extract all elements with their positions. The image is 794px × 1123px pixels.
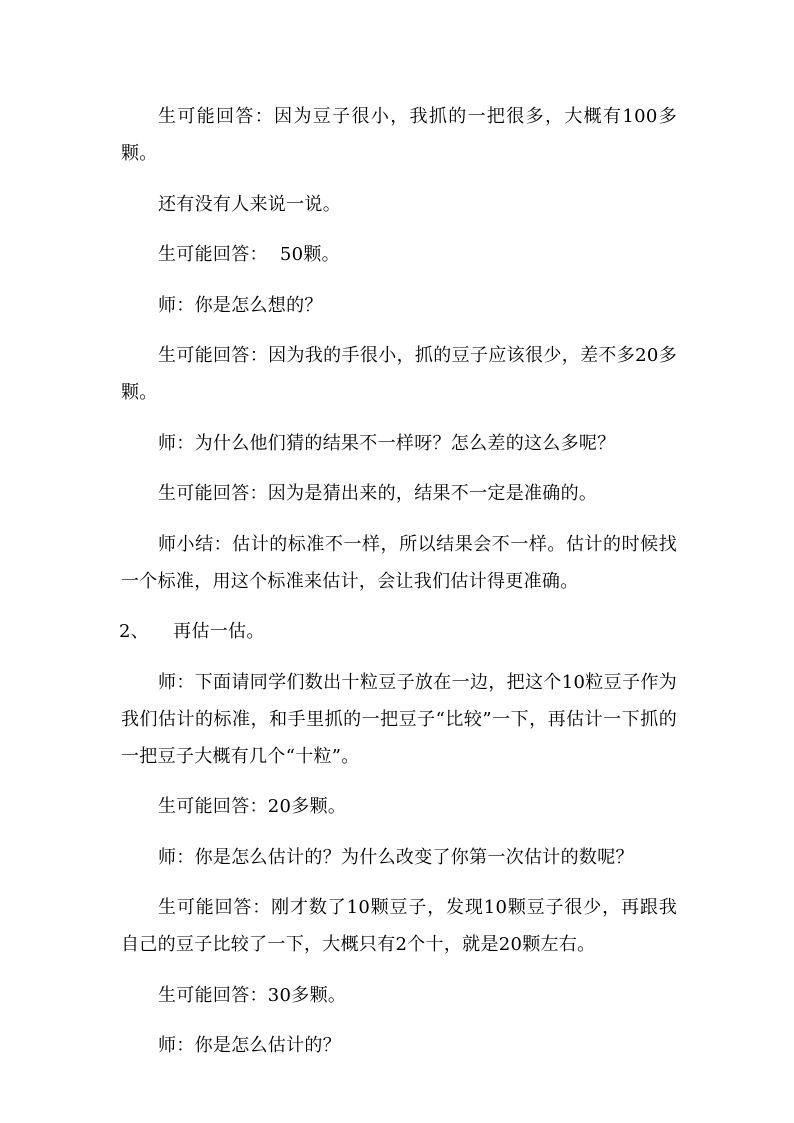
paragraph-answer-50: 生可能回答： 50颗。 — [158, 244, 340, 265]
paragraph-answer-20: 生可能回答：因为我的手很小，抓的豆子应该很少，差不多20多颗。 — [121, 345, 677, 403]
paragraph-teacher-why-different: 师：为什么他们猜的结果不一样呀？怎么差的这么多呢？ — [158, 432, 616, 454]
document-body — [121, 98, 677, 1078]
paragraph-teacher-how-estimate: 师：你是怎么估计的？为什么改变了你第一次估计的数呢？ — [158, 846, 634, 868]
paragraph-answer-100: 生可能回答：因为豆子很小，我抓的一把很多，大概有100多颗。 — [121, 106, 677, 164]
section-heading-estimate-again: 2、 再估一估。 — [119, 621, 265, 642]
paragraph-teacher-question: 师：你是怎么想的？ — [158, 294, 323, 316]
paragraph-answer-20-more: 生可能回答：20多颗。 — [158, 796, 347, 817]
paragraph-teacher-final-question: 师：你是怎么估计的？ — [158, 1035, 341, 1056]
paragraph-answer-30-more: 生可能回答：30多颗。 — [158, 984, 347, 1006]
paragraph-answer-guess: 生可能回答：因为是猜出来的，结果不一定是准确的。 — [158, 483, 598, 504]
paragraph-prompt-others: 还有没有人来说一说。 — [158, 193, 341, 215]
paragraph-teacher-summary: 师小结：估计的标准不一样，所以结果会不一样。估计的时候找一个标准，用这个标准来估计，会让我们估计得更准确。 — [121, 533, 677, 592]
paragraph-answer-explanation: 生可能回答：刚才数了10颗豆子，发现10颗豆子很少，再跟我自己的豆子比较了一下，大概只有2个十，就是20颗左右。 — [121, 897, 677, 955]
paragraph-teacher-instruction: 师：下面请同学们数出十粒豆子放在一边，把这个10粒豆子作为我们估计的标准，和手里抓的一把豆子“比较”一下，再估计一下抓的一把豆子大概有几个“十粒”。 — [121, 671, 677, 767]
